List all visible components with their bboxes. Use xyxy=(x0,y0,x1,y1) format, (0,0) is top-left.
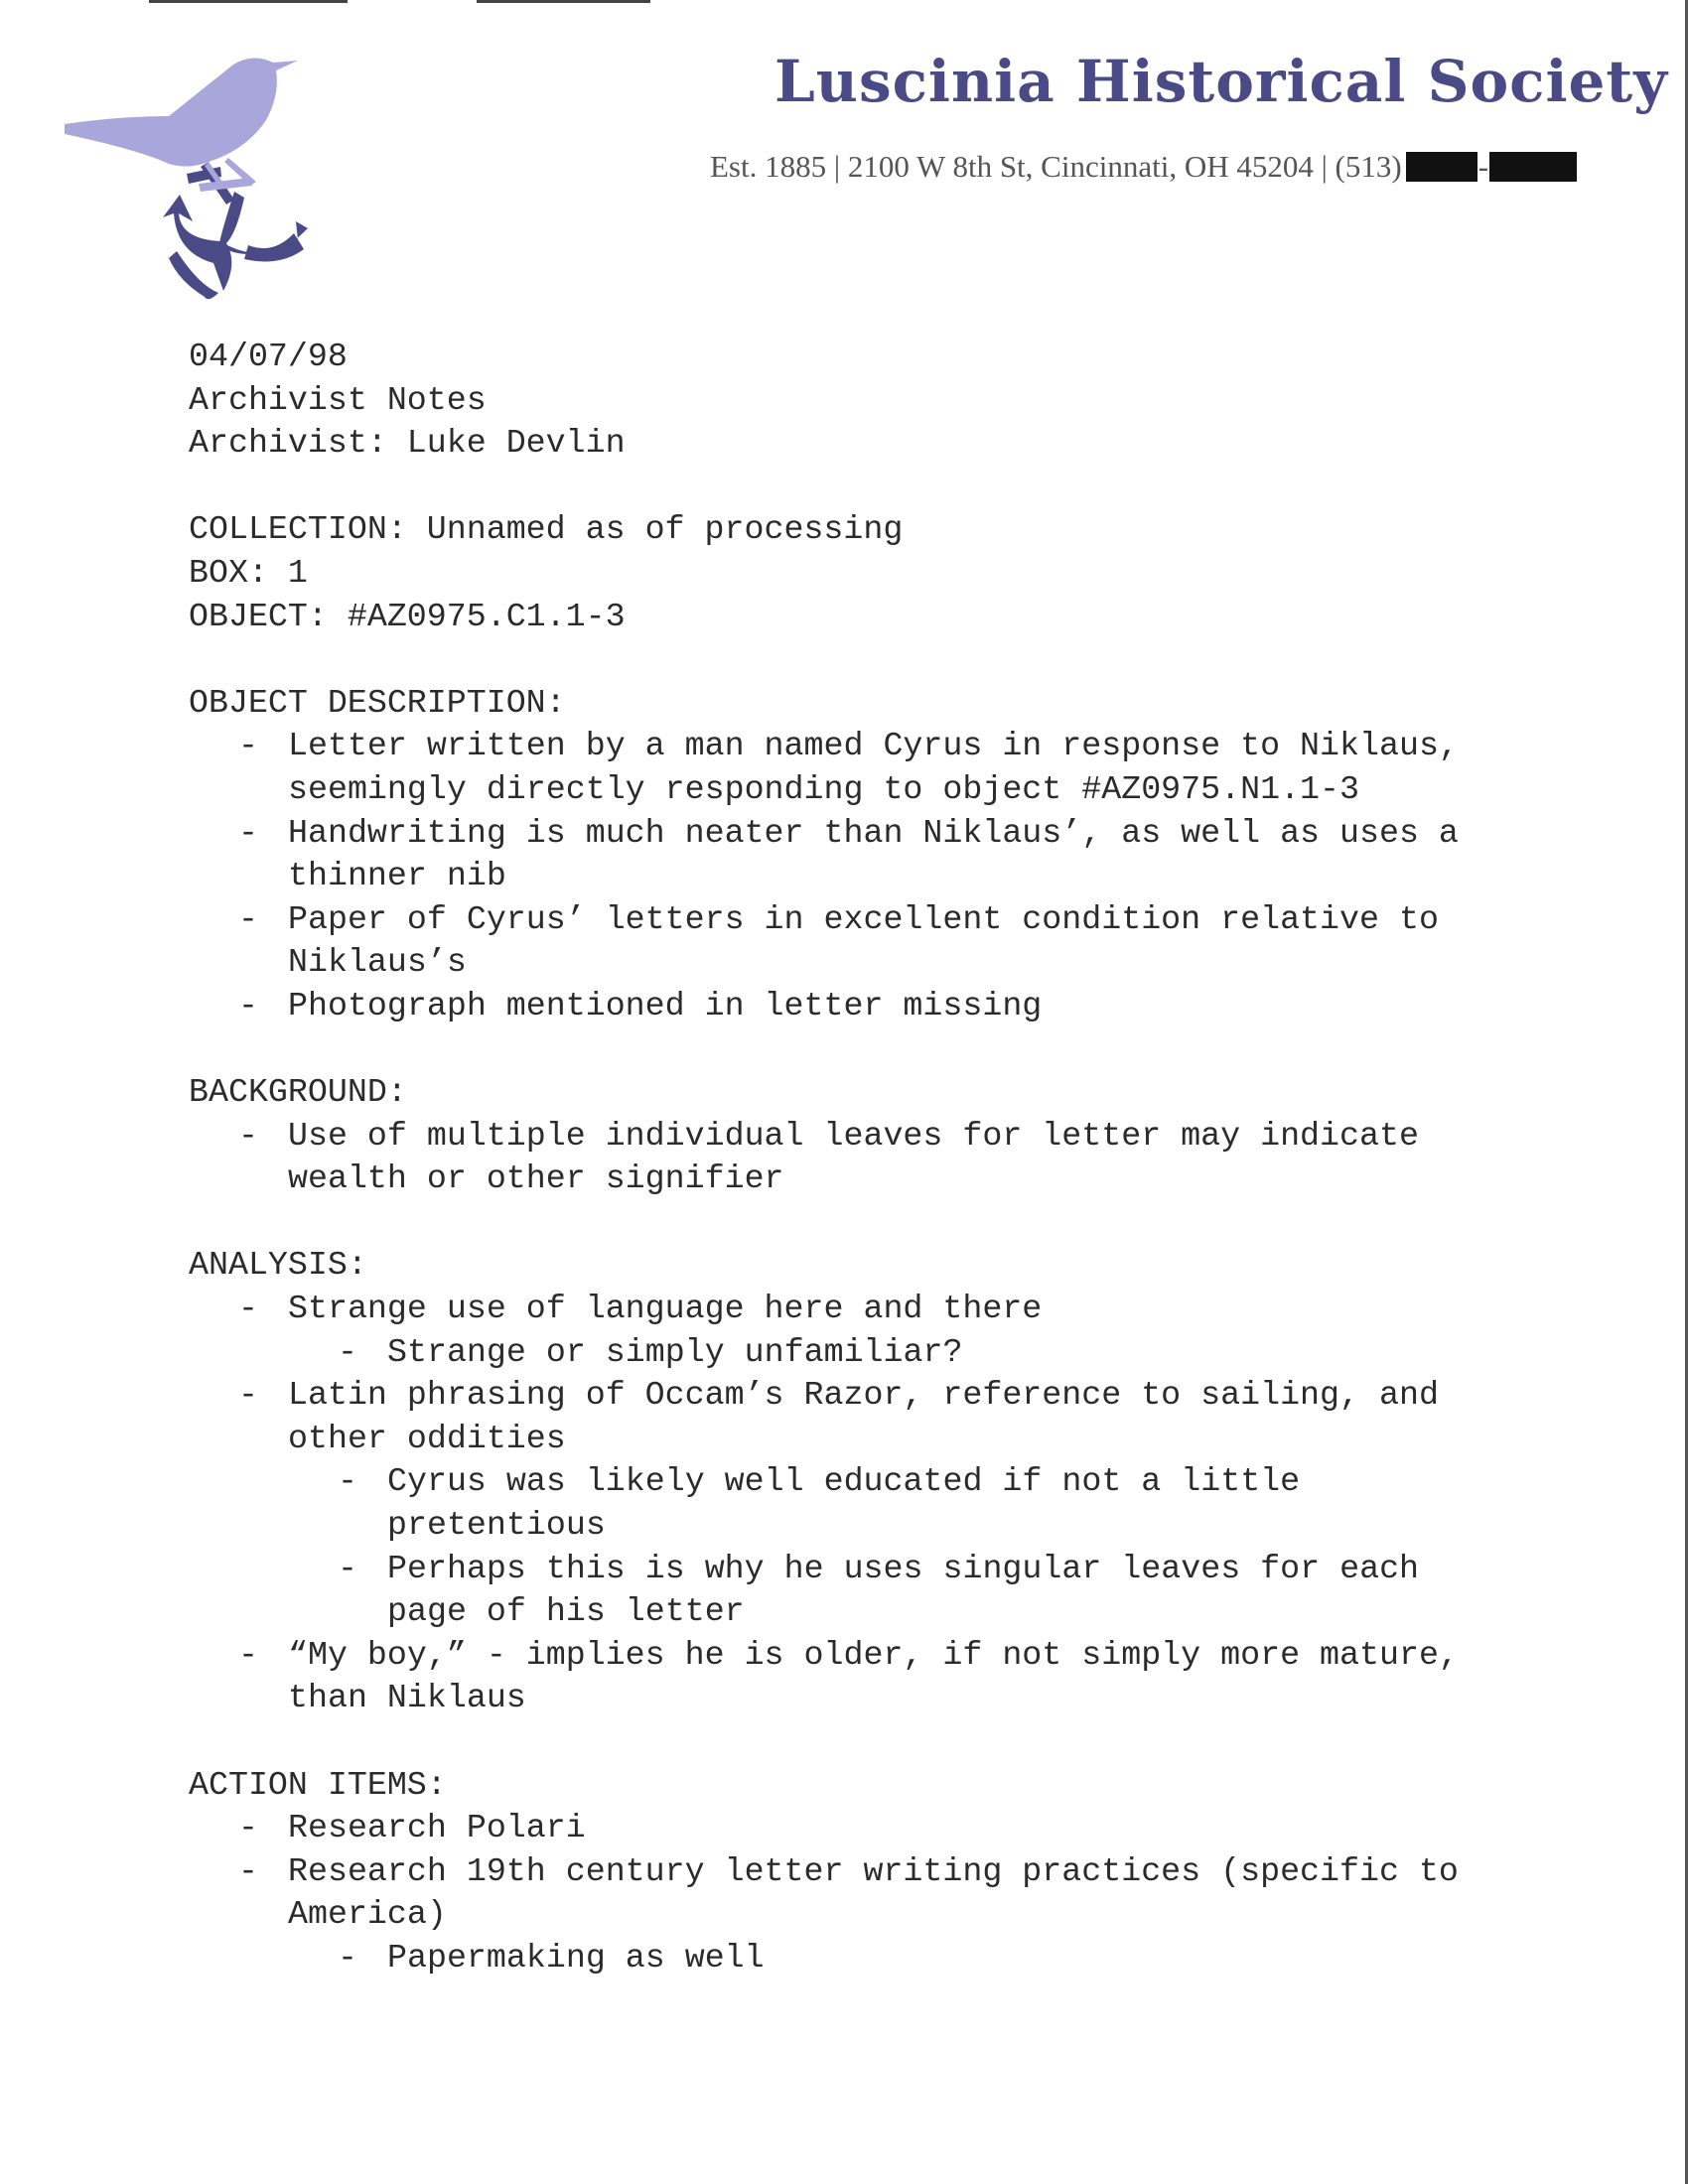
archivist-name: Archivist: Luke Devlin xyxy=(189,424,626,463)
list-item xyxy=(189,1634,1519,1720)
scan-edge-mark xyxy=(477,0,650,3)
list-item xyxy=(189,725,1519,811)
redaction-bar xyxy=(1489,152,1577,182)
list-item-text: Perhaps this is why he uses singular leaves for each page of his letter xyxy=(387,1549,1420,1631)
list-item xyxy=(189,898,1519,985)
archivist-notes-body xyxy=(189,336,1519,1980)
list-item-text: Handwriting is much neater than Niklaus’, as well as uses a thinner nib xyxy=(288,813,1459,895)
bullet-dash: - xyxy=(238,1851,258,1890)
bullet-dash: - xyxy=(238,727,258,765)
sub-list-item xyxy=(189,1937,1519,1980)
list-item-text: Photograph mentioned in letter missing xyxy=(288,986,1043,1024)
list-item xyxy=(189,1288,1519,1331)
list-item-text: Latin phrasing of Occam’s Razor, reference to sailing, and other oddities xyxy=(288,1376,1439,1457)
list-item-text: Cyrus was likely well educated if not a little pretentious xyxy=(387,1462,1301,1545)
document-type: Archivist Notes xyxy=(189,380,487,419)
bullet-dash: - xyxy=(238,1809,258,1847)
bird-on-anchor-logo xyxy=(60,55,387,313)
bullet-dash: - xyxy=(338,1332,357,1371)
section-heading-action-items: ACTION ITEMS: xyxy=(189,1765,447,1804)
contact-info-text: Est. 1885 | 2100 W 8th St, Cincinnati, OH 45204 | (513) xyxy=(710,149,1402,184)
list-item-text: Use of multiple individual leaves for letter may indicate wealth or other signifier xyxy=(288,1116,1419,1198)
list-item xyxy=(189,1115,1519,1201)
redaction-bar xyxy=(1406,152,1477,182)
bullet-dash: - xyxy=(238,813,258,852)
list-item-text: Paper of Cyrus’ letters in excellent condition relative to Niklaus’s xyxy=(288,899,1439,982)
list-item-text: Research 19th century letter writing practices (specific to America) xyxy=(288,1851,1459,1934)
list-item xyxy=(189,812,1519,898)
sub-list-item xyxy=(189,1331,1519,1375)
list-item-text: Strange or simply unfamiliar? xyxy=(387,1332,963,1371)
bullet-dash: - xyxy=(338,1549,357,1587)
section-heading-background: BACKGROUND: xyxy=(189,1073,407,1112)
object-line: OBJECT: #AZ0975.C1.1-3 xyxy=(189,597,626,635)
list-item-text: “My boy,” - implies he is older, if not simply more mature, than Niklaus xyxy=(288,1635,1459,1717)
sub-list-item xyxy=(189,1460,1519,1547)
collection-line: COLLECTION: Unnamed as of processing xyxy=(189,510,904,549)
bullet-dash: - xyxy=(238,1290,258,1328)
list-item-text: Strange use of language here and there xyxy=(288,1290,1043,1328)
list-item-text: Research Polari xyxy=(288,1809,586,1847)
list-item-text: Letter written by a man named Cyrus in response to Niklaus, seemingly directly responding to object #AZ0975.N1.1-3 xyxy=(288,727,1459,808)
organization-contact-info xyxy=(710,147,1609,187)
list-item-text: Papermaking as well xyxy=(387,1938,765,1977)
bullet-dash: - xyxy=(338,1462,357,1501)
bullet-dash: - xyxy=(238,1376,258,1415)
list-item xyxy=(189,985,1519,1028)
organization-name: Luscinia Historical Society xyxy=(774,48,1668,115)
bird-icon xyxy=(65,58,298,192)
sub-list-item xyxy=(189,1548,1519,1634)
bullet-dash: - xyxy=(238,986,258,1024)
scan-edge-mark xyxy=(149,0,348,3)
phone-dash: - xyxy=(1477,149,1489,184)
bullet-dash: - xyxy=(238,1116,258,1155)
section-heading-description: OBJECT DESCRIPTION: xyxy=(189,683,566,722)
box-line: BOX: 1 xyxy=(189,553,308,592)
section-heading-analysis: ANALYSIS: xyxy=(189,1246,367,1285)
list-item xyxy=(189,1807,1519,1850)
bullet-dash: - xyxy=(238,899,258,938)
list-item xyxy=(189,1374,1519,1460)
list-item xyxy=(189,1850,1519,1937)
bullet-dash: - xyxy=(338,1938,357,1977)
note-date: 04/07/98 xyxy=(189,338,348,375)
bullet-dash: - xyxy=(238,1635,258,1674)
